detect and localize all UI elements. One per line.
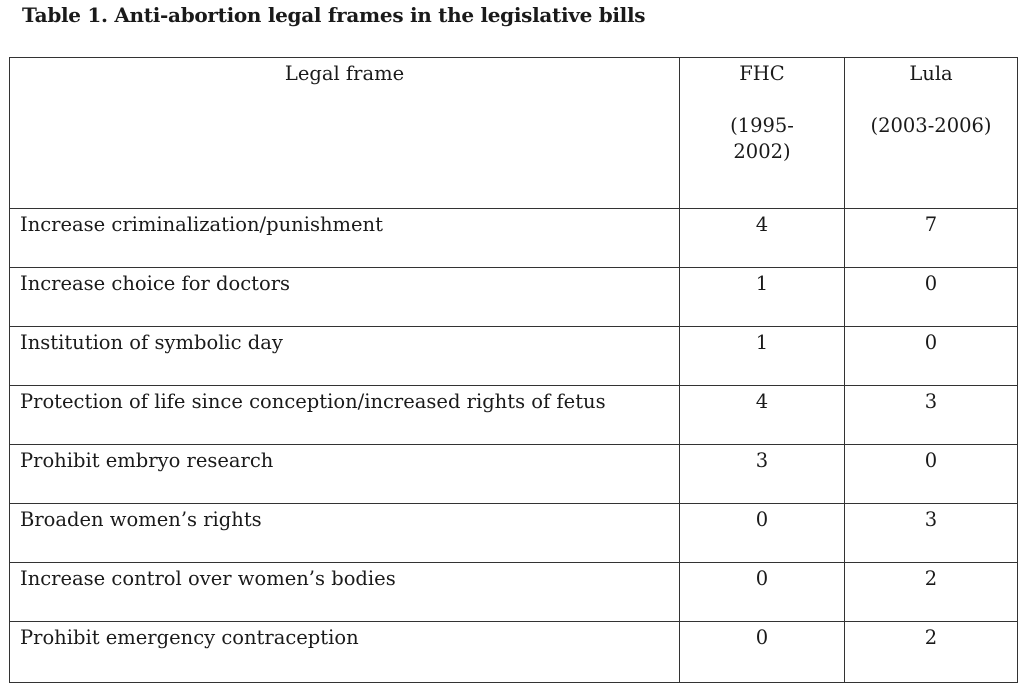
table-row [10, 563, 1018, 622]
table-row [10, 386, 1018, 445]
row-lula-count: 2 [845, 563, 1018, 622]
table-caption: Table 1. Anti-abortion legal frames in the legislative bills [22, 3, 646, 27]
header-lula-spacer [855, 87, 1007, 113]
header-lula-years: (2003-2006) [870, 114, 992, 137]
table-row [10, 504, 1018, 563]
header-legal-frame-label: Legal frame [284, 62, 405, 85]
header-lula-name: Lula [909, 62, 953, 85]
row-legal-frame: Prohibit emergency contraception [10, 622, 680, 683]
row-lula-count: 3 [845, 386, 1018, 445]
table-row [10, 209, 1018, 268]
row-fhc-count: 4 [680, 386, 845, 445]
row-legal-frame: Increase criminalization/punishment [10, 209, 680, 268]
row-fhc-count: 0 [680, 504, 845, 563]
row-lula-count: 3 [845, 504, 1018, 563]
header-fhc-years-start: (1995- [730, 114, 794, 137]
row-legal-frame: Protection of life since conception/increased rights of fetus [10, 386, 680, 445]
row-fhc-count: 1 [680, 268, 845, 327]
table-row [10, 268, 1018, 327]
table-row [10, 445, 1018, 504]
header-fhc [680, 58, 845, 209]
header-fhc-name: FHC [739, 62, 785, 85]
row-fhc-count: 4 [680, 209, 845, 268]
row-lula-count: 0 [845, 268, 1018, 327]
table-header-row [10, 58, 1018, 209]
row-legal-frame: Institution of symbolic day [10, 327, 680, 386]
row-fhc-count: 0 [680, 622, 845, 683]
header-legal-frame [10, 58, 680, 209]
table-row [10, 622, 1018, 683]
row-legal-frame: Increase control over women’s bodies [10, 563, 680, 622]
row-legal-frame: Broaden women’s rights [10, 504, 680, 563]
row-fhc-count: 1 [680, 327, 845, 386]
header-lula [845, 58, 1018, 209]
table-row [10, 327, 1018, 386]
row-fhc-count: 0 [680, 563, 845, 622]
header-fhc-years-end: 2002) [733, 140, 791, 163]
row-lula-count: 0 [845, 445, 1018, 504]
row-legal-frame: Prohibit embryo research [10, 445, 680, 504]
row-lula-count: 0 [845, 327, 1018, 386]
legal-frames-table [9, 57, 1018, 683]
row-lula-count: 2 [845, 622, 1018, 683]
row-legal-frame: Increase choice for doctors [10, 268, 680, 327]
row-fhc-count: 3 [680, 445, 845, 504]
header-fhc-spacer [690, 87, 834, 113]
row-lula-count: 7 [845, 209, 1018, 268]
